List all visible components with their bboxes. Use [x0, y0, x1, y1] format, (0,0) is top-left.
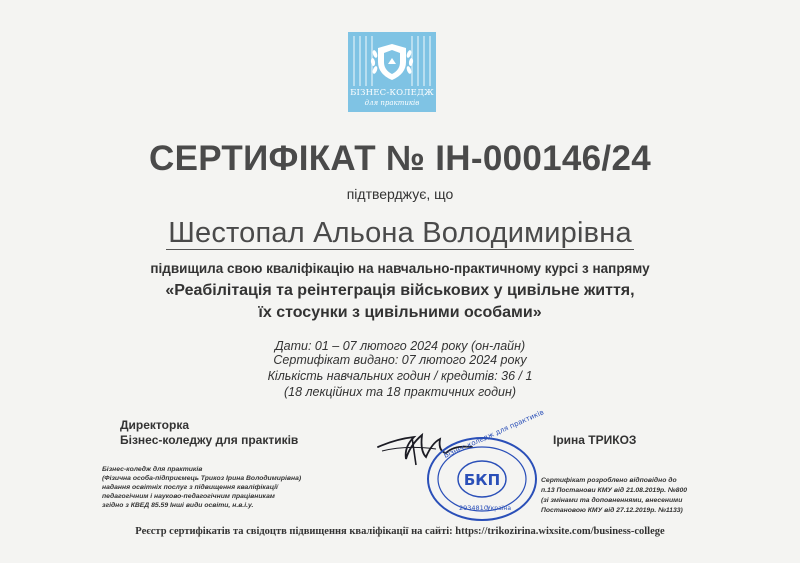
qualification-text: підвищила свою кваліфікацію на навчально-практичному курсі з напряму [150, 261, 650, 276]
legal-line2: п.13 Постанови КМУ від 21.08.2019р. №800 [541, 487, 688, 494]
college-logo [348, 32, 436, 112]
logo-line2: для практиків [364, 99, 420, 107]
recipient-name-text: Шестопал Альона Володимирівна [168, 217, 632, 249]
recipient-name [0, 217, 800, 250]
stamp-center-text: БКП [463, 471, 501, 489]
stamp-country: Україна [487, 505, 512, 512]
institution-line3: надання освітніх послуг з підвищення кваліфікації [102, 484, 278, 491]
registry-url-text: Реєстр сертифікатів та свідоцтв підвищення кваліфікації на сайті: https://trikozirina.wixsite.com/business-college [135, 526, 665, 537]
legal-line3: (зі змінами та доповненнями, внесеними [541, 497, 683, 504]
signatory-name: Ірина ТРИКОЗ [553, 433, 637, 447]
stamp-code: 2934810 [459, 504, 488, 512]
institution-note [102, 465, 301, 510]
course-title-line1: «Реабілітація та реінтеграція військових у цивільне життя, [165, 282, 635, 299]
hours-credits: Кількість навчальних годин / кредитів: 36 / 1 [267, 369, 533, 383]
hours-breakdown: (18 лекційних та 18 практичних годин) [283, 385, 517, 399]
stamp-ring-text: Бізнес-коледж для практиків [442, 408, 546, 460]
issue-date: Сертифікат видано: 07 лютого 2024 року [273, 353, 527, 367]
certificate-legal-note [541, 476, 687, 516]
institution-line4: педагогічним і науково-педагогічним працівникам [102, 493, 275, 500]
signatory-position [120, 418, 298, 448]
official-stamp [425, 408, 546, 522]
position-line2: Бізнес-коледжу для практиків [120, 433, 299, 447]
confirms-text: підтверджує, що [346, 186, 454, 202]
legal-line4: Постановою КМУ від 27.12.2019р. №1133) [541, 507, 683, 514]
institution-line1: Бізнес-коледж для практиків [102, 466, 203, 473]
shield-laurel-icon [348, 32, 436, 90]
certificate-title: СЕРТИФІКАТ № ІН-000146/24 [149, 139, 651, 178]
position-line1: Директорка [120, 418, 189, 432]
institution-line5: згідно з КВЕД 85.59 Інші види освіти, н.в.і.у. [102, 502, 254, 509]
course-dates: Дати: 01 – 07 лютого 2024 року (он-лайн) [274, 339, 526, 353]
course-title-line2: їх стосунки з цивільними особами» [258, 304, 542, 321]
institution-line2: (Фізична особа-підприємець Трикоз Ірина Володимирівна) [102, 475, 302, 482]
logo-line1: БІЗНЕС-КОЛЕДЖ [350, 88, 434, 98]
legal-line1: Сертифікат розроблено відповідно до [541, 477, 677, 484]
